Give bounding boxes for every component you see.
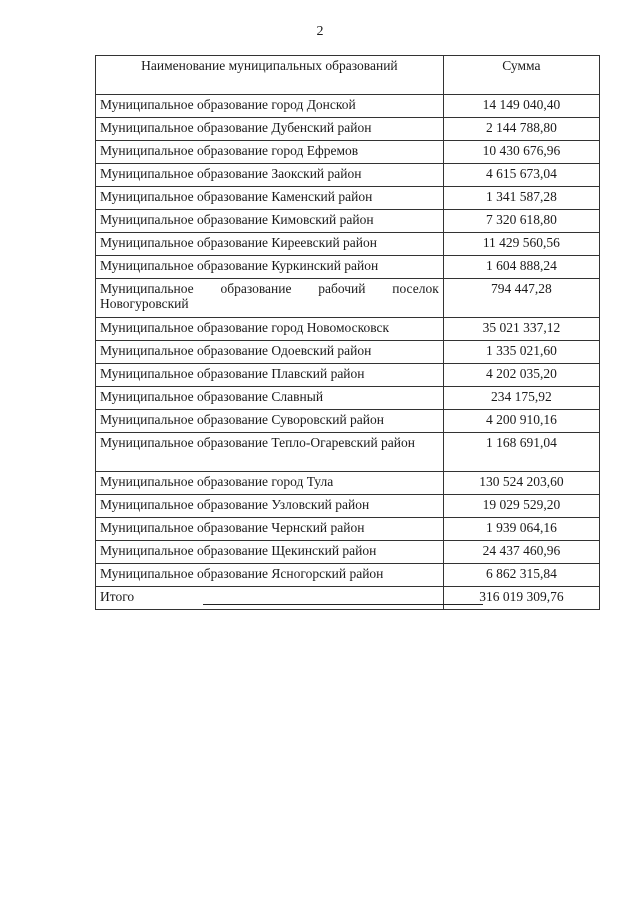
row-sum: 24 437 460,96 (443, 541, 599, 564)
row-name: Муниципальное образование Куркинский район (96, 256, 444, 279)
row-sum: 1 335 021,60 (443, 341, 599, 364)
total-label: Итого (96, 587, 444, 610)
row-sum: 1 939 064,16 (443, 518, 599, 541)
row-name: Муниципальное образование Чернский район (96, 518, 444, 541)
row-sum: 2 144 788,80 (443, 118, 599, 141)
row-sum: 7 320 618,80 (443, 210, 599, 233)
row-name: Муниципальное образование Киреевский район (96, 233, 444, 256)
row-name: Муниципальное образование город Тула (96, 472, 444, 495)
row-name: Муниципальное образование рабочий поселок Новогуровский (96, 279, 444, 318)
table-row (96, 233, 600, 256)
row-name: Муниципальное образование Кимовский район (96, 210, 444, 233)
table-row (96, 279, 600, 318)
row-sum: 35 021 337,12 (443, 318, 599, 341)
row-sum: 234 175,92 (443, 387, 599, 410)
table-row (96, 256, 600, 279)
table-row (96, 518, 600, 541)
header-name: Наименование муниципальных образований (96, 56, 444, 95)
row-sum: 1 341 587,28 (443, 187, 599, 210)
row-sum: 6 862 315,84 (443, 564, 599, 587)
table-row (96, 495, 600, 518)
row-sum: 1 604 888,24 (443, 256, 599, 279)
table-row (96, 318, 600, 341)
row-name: Муниципальное образование Щекинский район (96, 541, 444, 564)
row-name: Муниципальное образование Дубенский район (96, 118, 444, 141)
table-row (96, 541, 600, 564)
row-sum: 19 029 529,20 (443, 495, 599, 518)
table-row (96, 95, 600, 118)
footer-divider (203, 604, 483, 605)
row-name: Муниципальное образование Узловский район (96, 495, 444, 518)
table-row (96, 410, 600, 433)
row-sum: 11 429 560,56 (443, 233, 599, 256)
page-number: 2 (316, 24, 324, 39)
table-row (96, 210, 600, 233)
row-sum: 14 149 040,40 (443, 95, 599, 118)
table-row (96, 341, 600, 364)
row-sum: 794 447,28 (443, 279, 599, 318)
row-name: Муниципальное образование Суворовский район (96, 410, 444, 433)
row-name: Муниципальное образование город Ефремов (96, 141, 444, 164)
table-row (96, 433, 600, 472)
header-sum: Сумма (443, 56, 599, 95)
municipal-sums-table (95, 55, 600, 610)
total-sum: 316 019 309,76 (443, 587, 599, 610)
table-row (96, 141, 600, 164)
row-sum: 10 430 676,96 (443, 141, 599, 164)
row-name: Муниципальное образование город Новомосковск (96, 318, 444, 341)
table-row (96, 364, 600, 387)
table-row (96, 564, 600, 587)
table-total-row (96, 587, 600, 610)
row-name: Муниципальное образование Каменский район (96, 187, 444, 210)
row-name: Муниципальное образование Ясногорский район (96, 564, 444, 587)
row-sum: 4 202 035,20 (443, 364, 599, 387)
row-name: Муниципальное образование Плавский район (96, 364, 444, 387)
table-row (96, 472, 600, 495)
row-sum: 1 168 691,04 (443, 433, 599, 472)
row-sum: 4 615 673,04 (443, 164, 599, 187)
table-row (96, 164, 600, 187)
table-row (96, 187, 600, 210)
table-row (96, 118, 600, 141)
row-name: Муниципальное образование Заокский район (96, 164, 444, 187)
row-name: Муниципальное образование Славный (96, 387, 444, 410)
row-sum: 4 200 910,16 (443, 410, 599, 433)
row-name: Муниципальное образование Тепло-Огаревский район (96, 433, 444, 472)
table-row (96, 387, 600, 410)
table-header-row (96, 56, 600, 95)
row-name: Муниципальное образование город Донской (96, 95, 444, 118)
row-sum: 130 524 203,60 (443, 472, 599, 495)
row-name: Муниципальное образование Одоевский район (96, 341, 444, 364)
